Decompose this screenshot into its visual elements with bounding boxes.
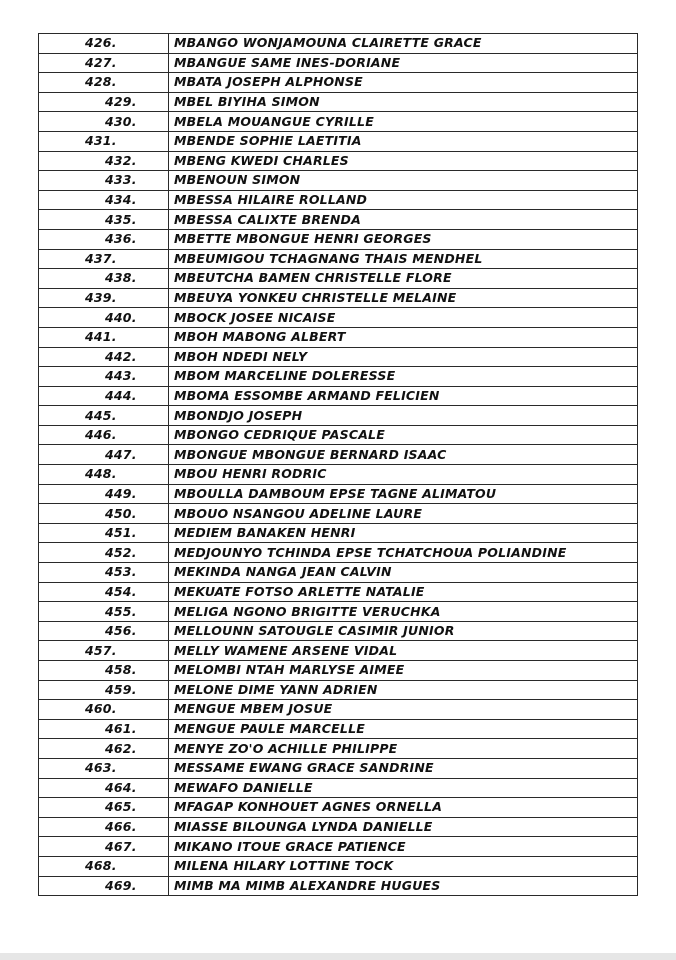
- row-number: 451.: [105, 525, 137, 541]
- row-number: 448.: [85, 466, 117, 482]
- table-row: [39, 425, 638, 445]
- row-number: 440.: [105, 309, 137, 325]
- table-row: [39, 53, 638, 73]
- row-number-cell: [39, 661, 169, 681]
- table-row: [39, 73, 638, 93]
- table-row: [39, 876, 638, 896]
- table-row: [39, 445, 638, 465]
- name-list-body: [39, 34, 638, 896]
- person-name: MBEUMIGOU TCHAGNANG THAIS MENDHEL: [169, 249, 638, 269]
- row-number: 452.: [105, 544, 137, 560]
- table-row: [39, 288, 638, 308]
- row-number: 427.: [85, 54, 117, 70]
- row-number-cell: [39, 465, 169, 485]
- table-row: [39, 680, 638, 700]
- person-name: MBOH MABONG ALBERT: [169, 327, 638, 347]
- person-name: MIASSE BILOUNGA LYNDA DANIELLE: [169, 817, 638, 837]
- table-row: [39, 523, 638, 543]
- person-name: MELONE DIME YANN ADRIEN: [169, 680, 638, 700]
- row-number-cell: [39, 523, 169, 543]
- row-number: 453.: [105, 564, 137, 580]
- row-number-cell: [39, 112, 169, 132]
- row-number-cell: [39, 719, 169, 739]
- table-row: [39, 151, 638, 171]
- table-row: [39, 602, 638, 622]
- row-number: 446.: [85, 427, 117, 443]
- row-number-cell: [39, 131, 169, 151]
- row-number: 436.: [105, 231, 137, 247]
- person-name: MBEL BIYIHA SIMON: [169, 92, 638, 112]
- row-number-cell: [39, 602, 169, 622]
- row-number-cell: [39, 700, 169, 720]
- table-row: [39, 563, 638, 583]
- row-number: 429.: [105, 94, 137, 110]
- row-number: 460.: [85, 701, 117, 717]
- row-number: 439.: [85, 290, 117, 306]
- person-name: MBENDE SOPHIE LAETITIA: [169, 131, 638, 151]
- row-number: 434.: [105, 192, 137, 208]
- table-row: [39, 269, 638, 289]
- table-row: [39, 758, 638, 778]
- row-number: 438.: [105, 270, 137, 286]
- person-name: MELIGA NGONO BRIGITTE VERUCHKA: [169, 602, 638, 622]
- table-row: [39, 367, 638, 387]
- row-number-cell: [39, 680, 169, 700]
- row-number-cell: [39, 837, 169, 857]
- person-name: MBESSA CALIXTE BRENDA: [169, 210, 638, 230]
- table-row: [39, 210, 638, 230]
- person-name: MEDJOUNYO TCHINDA EPSE TCHATCHOUA POLIANDINE: [169, 543, 638, 563]
- row-number: 462.: [105, 740, 137, 756]
- person-name: MBOMA ESSOMBE ARMAND FELICIEN: [169, 386, 638, 406]
- person-name: MBOM MARCELINE DOLERESSE: [169, 367, 638, 387]
- row-number-cell: [39, 504, 169, 524]
- row-number: 428.: [85, 74, 117, 90]
- row-number: 435.: [105, 211, 137, 227]
- row-number-cell: [39, 739, 169, 759]
- row-number-cell: [39, 484, 169, 504]
- table-row: [39, 621, 638, 641]
- row-number-cell: [39, 778, 169, 798]
- row-number-cell: [39, 73, 169, 93]
- viewer-bottom-edge: [0, 953, 676, 960]
- person-name: MBANGUE SAME INES-DORIANE: [169, 53, 638, 73]
- person-name: MELLOUNN SATOUGLE CASIMIR JUNIOR: [169, 621, 638, 641]
- row-number-cell: [39, 856, 169, 876]
- table-row: [39, 719, 638, 739]
- person-name: MBONGUE MBONGUE BERNARD ISAAC: [169, 445, 638, 465]
- table-row: [39, 249, 638, 269]
- table-row: [39, 543, 638, 563]
- row-number-cell: [39, 34, 169, 54]
- table-row: [39, 465, 638, 485]
- person-name: MBATA JOSEPH ALPHONSE: [169, 73, 638, 93]
- row-number-cell: [39, 798, 169, 818]
- person-name: MBANGO WONJAMOUNA CLAIRETTE GRACE: [169, 34, 638, 54]
- table-row: [39, 856, 638, 876]
- row-number: 426.: [85, 35, 117, 51]
- row-number: 455.: [105, 603, 137, 619]
- row-number: 468.: [85, 858, 117, 874]
- row-number-cell: [39, 190, 169, 210]
- row-number-cell: [39, 210, 169, 230]
- row-number: 431.: [85, 133, 117, 149]
- person-name: MBOU HENRI RODRIC: [169, 465, 638, 485]
- table-row: [39, 131, 638, 151]
- table-row: [39, 190, 638, 210]
- row-number-cell: [39, 406, 169, 426]
- row-number: 437.: [85, 250, 117, 266]
- row-number-cell: [39, 327, 169, 347]
- table-row: [39, 406, 638, 426]
- table-row: [39, 700, 638, 720]
- row-number: 454.: [105, 583, 137, 599]
- row-number-cell: [39, 621, 169, 641]
- person-name: MIMB MA MIMB ALEXANDRE HUGUES: [169, 876, 638, 896]
- person-name: MEKUATE FOTSO ARLETTE NATALIE: [169, 582, 638, 602]
- person-name: MIKANO ITOUE GRACE PATIENCE: [169, 837, 638, 857]
- table-row: [39, 308, 638, 328]
- person-name: MEKINDA NANGA JEAN CALVIN: [169, 563, 638, 583]
- person-name: MBOH NDEDI NELY: [169, 347, 638, 367]
- row-number-cell: [39, 229, 169, 249]
- person-name: MBEUTCHA BAMEN CHRISTELLE FLORE: [169, 269, 638, 289]
- row-number: 449.: [105, 485, 137, 501]
- row-number-cell: [39, 347, 169, 367]
- row-number: 442.: [105, 348, 137, 364]
- row-number-cell: [39, 308, 169, 328]
- row-number-cell: [39, 425, 169, 445]
- person-name: MBETTE MBONGUE HENRI GEORGES: [169, 229, 638, 249]
- table-row: [39, 778, 638, 798]
- row-number: 433.: [105, 172, 137, 188]
- row-number: 447.: [105, 446, 137, 462]
- person-name: MENGUE MBEM JOSUE: [169, 700, 638, 720]
- person-name: MBONGO CEDRIQUE PASCALE: [169, 425, 638, 445]
- person-name: MBONDJO JOSEPH: [169, 406, 638, 426]
- person-name: MBOULLA DAMBOUM EPSE TAGNE ALIMATOU: [169, 484, 638, 504]
- document-page: [38, 33, 638, 896]
- row-number: 457.: [85, 642, 117, 658]
- table-row: [39, 92, 638, 112]
- table-row: [39, 229, 638, 249]
- row-number-cell: [39, 171, 169, 191]
- table-row: [39, 347, 638, 367]
- person-name: MBEUYA YONKEU CHRISTELLE MELAINE: [169, 288, 638, 308]
- person-name: MBENG KWEDI CHARLES: [169, 151, 638, 171]
- row-number: 444.: [105, 387, 137, 403]
- row-number-cell: [39, 367, 169, 387]
- person-name: MESSAME EWANG GRACE SANDRINE: [169, 758, 638, 778]
- row-number-cell: [39, 288, 169, 308]
- table-row: [39, 171, 638, 191]
- row-number: 443.: [105, 368, 137, 384]
- table-row: [39, 327, 638, 347]
- row-number: 456.: [105, 623, 137, 639]
- table-row: [39, 641, 638, 661]
- row-number: 445.: [85, 407, 117, 423]
- row-number: 461.: [105, 721, 137, 737]
- row-number-cell: [39, 445, 169, 465]
- table-row: [39, 837, 638, 857]
- person-name: MELLY WAMENE ARSENE VIDAL: [169, 641, 638, 661]
- table-row: [39, 504, 638, 524]
- row-number-cell: [39, 249, 169, 269]
- row-number-cell: [39, 151, 169, 171]
- row-number: 469.: [105, 877, 137, 893]
- row-number-cell: [39, 758, 169, 778]
- row-number: 467.: [105, 838, 137, 854]
- name-list-table: [38, 33, 638, 896]
- table-row: [39, 34, 638, 54]
- person-name: MELOMBI NTAH MARLYSE AIMEE: [169, 661, 638, 681]
- row-number-cell: [39, 563, 169, 583]
- row-number: 430.: [105, 113, 137, 129]
- row-number-cell: [39, 817, 169, 837]
- row-number: 459.: [105, 681, 137, 697]
- row-number-cell: [39, 269, 169, 289]
- table-row: [39, 739, 638, 759]
- row-number: 458.: [105, 662, 137, 678]
- person-name: MILENA HILARY LOTTINE TOCK: [169, 856, 638, 876]
- person-name: MBENOUN SIMON: [169, 171, 638, 191]
- row-number: 450.: [105, 505, 137, 521]
- table-row: [39, 386, 638, 406]
- table-row: [39, 112, 638, 132]
- row-number: 441.: [85, 329, 117, 345]
- row-number-cell: [39, 876, 169, 896]
- row-number: 464.: [105, 779, 137, 795]
- person-name: MBELA MOUANGUE CYRILLE: [169, 112, 638, 132]
- person-name: MBOCK JOSEE NICAISE: [169, 308, 638, 328]
- person-name: MENYE ZO'O ACHILLE PHILIPPE: [169, 739, 638, 759]
- person-name: MBOUO NSANGOU ADELINE LAURE: [169, 504, 638, 524]
- row-number: 463.: [85, 760, 117, 776]
- person-name: MFAGAP KONHOUET AGNES ORNELLA: [169, 798, 638, 818]
- table-row: [39, 817, 638, 837]
- row-number-cell: [39, 543, 169, 563]
- person-name: MENGUE PAULE MARCELLE: [169, 719, 638, 739]
- table-row: [39, 661, 638, 681]
- row-number-cell: [39, 582, 169, 602]
- person-name: MEWAFO DANIELLE: [169, 778, 638, 798]
- person-name: MBESSA HILAIRE ROLLAND: [169, 190, 638, 210]
- row-number-cell: [39, 92, 169, 112]
- row-number-cell: [39, 386, 169, 406]
- row-number: 432.: [105, 152, 137, 168]
- row-number-cell: [39, 641, 169, 661]
- table-row: [39, 582, 638, 602]
- row-number: 466.: [105, 819, 137, 835]
- row-number: 465.: [105, 799, 137, 815]
- table-row: [39, 798, 638, 818]
- person-name: MEDIEM BANAKEN HENRI: [169, 523, 638, 543]
- row-number-cell: [39, 53, 169, 73]
- table-row: [39, 484, 638, 504]
